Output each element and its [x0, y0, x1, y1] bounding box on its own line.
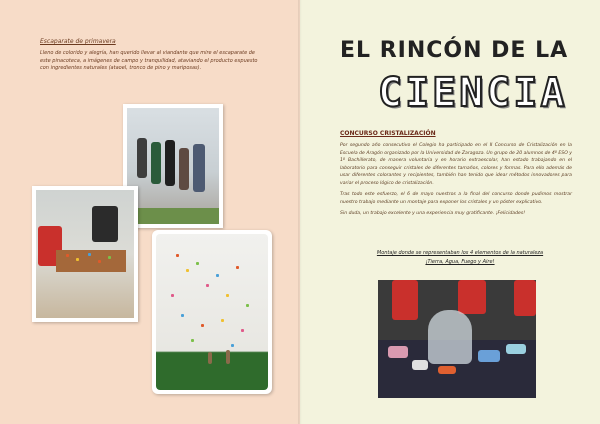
left-heading: Escaparate de primavera: [40, 38, 116, 45]
left-body-text: Lleno de colorido y alegría, han querido llevar al viandante que mire el escaparate de este pinacoteca, a imágenes de campo y tranquilidad, ataviando el producto expuesto con ingredientes naturales (ataoel, tronco de pino y mariposas).: [40, 50, 258, 71]
caption-line2: ¡Tierra, Agua, Fuego y Aire!: [425, 259, 495, 265]
photo-crystal-exhibit: [378, 280, 536, 398]
title-line1: EL RINCÓN DE LA: [340, 38, 569, 63]
photo-butterfly-display-image: [156, 234, 268, 390]
photo-students-table-image: [36, 190, 134, 318]
title-line2: CIENCIA: [378, 70, 568, 116]
page-spine: [298, 0, 302, 424]
photo-students-window-image: [127, 108, 219, 224]
caption-line1: Montaje donde se representaban los 4 elementos de la naturaleza: [376, 250, 544, 256]
photo-students-window: [123, 104, 223, 228]
paragraph-1: Por segundo año consecutivo el Colegio ha participado en el II Concurso de Cristalización en la Escuela de Aragón organizado por la Universidad de Zaragoza. Un grupo de 20 alumnos de 4º ESO y 1º Bachillerato, de manera voluntaria y en horario extraescolar, han estado trabajando en el laboratorio para conseguir cristales de diferentes tamaños, colores y formas. Para ello además de usar diferentes colorantes y recipientes, también han tenido que idear métodos innovadores para variar el proceso lógico de cristalización.: [340, 143, 572, 186]
photo-students-table: [32, 186, 138, 322]
section-heading: CONCURSO CRISTALIZACIÓN: [340, 130, 436, 137]
right-body-text: [340, 142, 572, 222]
paragraph-2: Tras todo este esfuerzo, el 6 de mayo nuestros a la final del concurso donde pudimos mostrar nuestro trabajo mediante un montaje para exponer los cristales y un póster explicativo.: [340, 192, 572, 205]
photo-butterfly-display: [152, 230, 272, 394]
paragraph-3: Sin duda, un trabajo excelente y una experiencia muy gratificante. ¡Felicidades!: [340, 211, 526, 216]
